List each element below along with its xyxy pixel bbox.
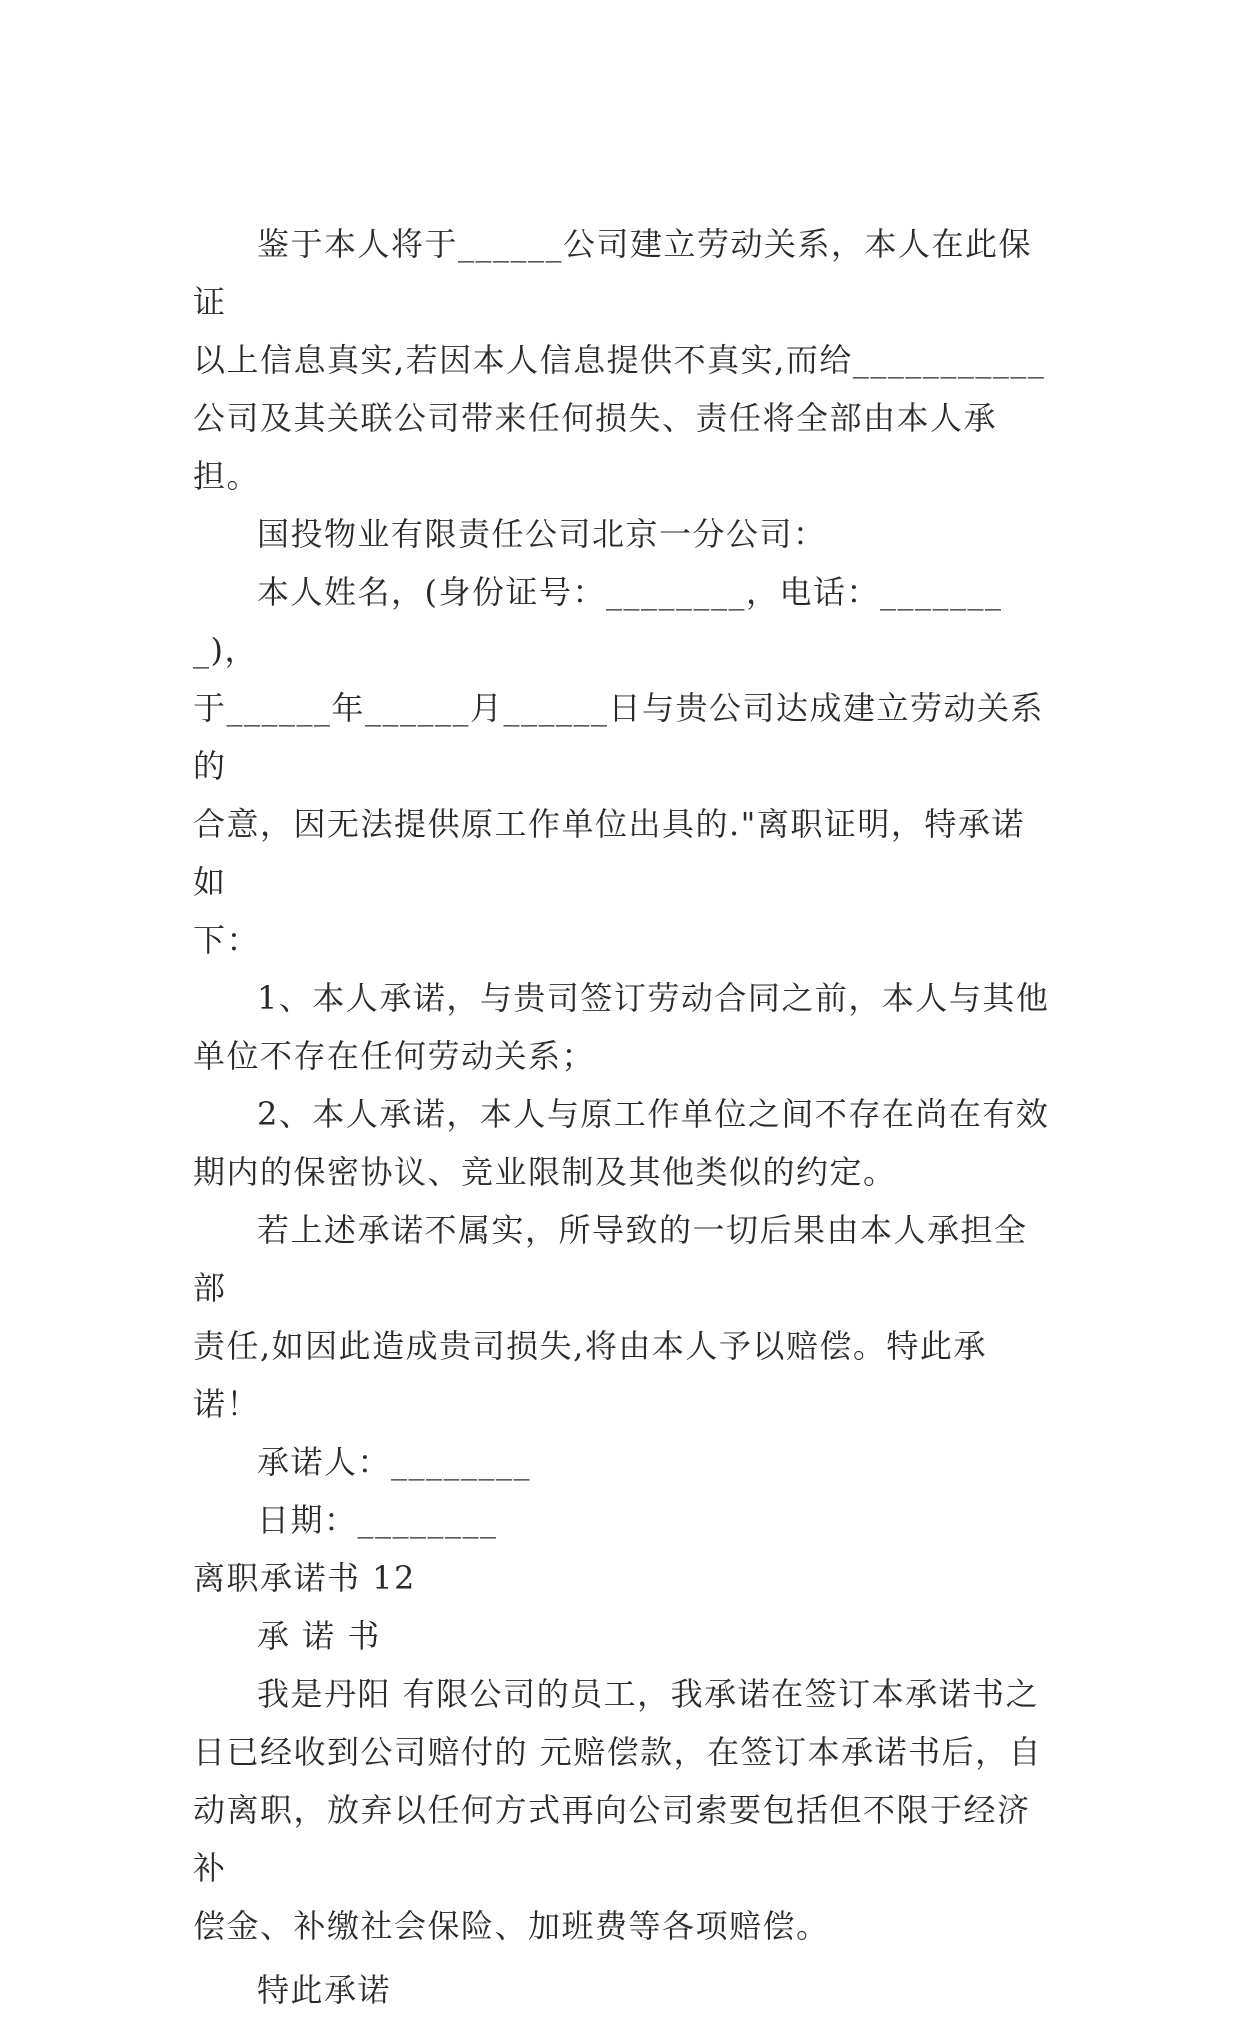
body-line: 若上述承诺不属实，所导致的一切后果由本人承担全部 (193, 1211, 1028, 1307)
section-title: 离职承诺书 12 (193, 1559, 416, 1597)
body-line: 动离职，放弃以任何方式再向公司索要包括但不限于经济补 (193, 1791, 1031, 1887)
subtitle: 承 诺 书 (257, 1617, 381, 1655)
promise-item-2: 2、本人承诺，本人与原工作单位之间不存在尚在有效 (257, 1095, 1050, 1133)
body-line: 责任,如因此造成贵司损失,将由本人予以赔偿。特此承诺！ (193, 1327, 987, 1423)
body-line: 本人姓名，(身份证号：________，电话：________)， (193, 573, 1003, 669)
body-line: 单位不存在任何劳动关系； (193, 1037, 596, 1075)
promisor-signature-line: 承诺人：________ (257, 1443, 532, 1481)
addressee: 国投物业有限责任公司北京一分公司： (257, 515, 827, 553)
body-line: 日已经收到公司赔付的 元赔偿款，在签订本承诺书后，自 (193, 1733, 1043, 1771)
promise-item-1: 1、本人承诺，与贵司签订劳动合同之前，本人与其他 (257, 979, 1050, 1017)
body-line: 偿金、补缴社会保险、加班费等各项赔偿。 (193, 1907, 830, 1945)
body-line: 期内的保密协议、竞业限制及其他类似的约定。 (193, 1153, 897, 1191)
date-line: 日期：________ (257, 1501, 498, 1539)
body-line: 以上信息真实,若因本人信息提供不真实,而给___________ (193, 341, 1046, 379)
body-line: 我是丹阳 有限公司的员工，我承诺在签订本承诺书之 (257, 1675, 1040, 1713)
body-line: 下： (193, 921, 261, 959)
body-line: 合意，因无法提供原工作单位出具的."离职证明，特承诺如 (193, 805, 1025, 901)
body-line: 于______年______月______日与贵公司达成建立劳动关系的 (193, 689, 1045, 785)
body-line: 公司及其关联公司带来任何损失、责任将全部由本人承担。 (193, 399, 998, 495)
document-body (193, 215, 1053, 2019)
closing-line: 特此承诺 (257, 1971, 392, 2009)
body-line: 鉴于本人将于______公司建立劳动关系，本人在此保证 (193, 225, 1033, 321)
